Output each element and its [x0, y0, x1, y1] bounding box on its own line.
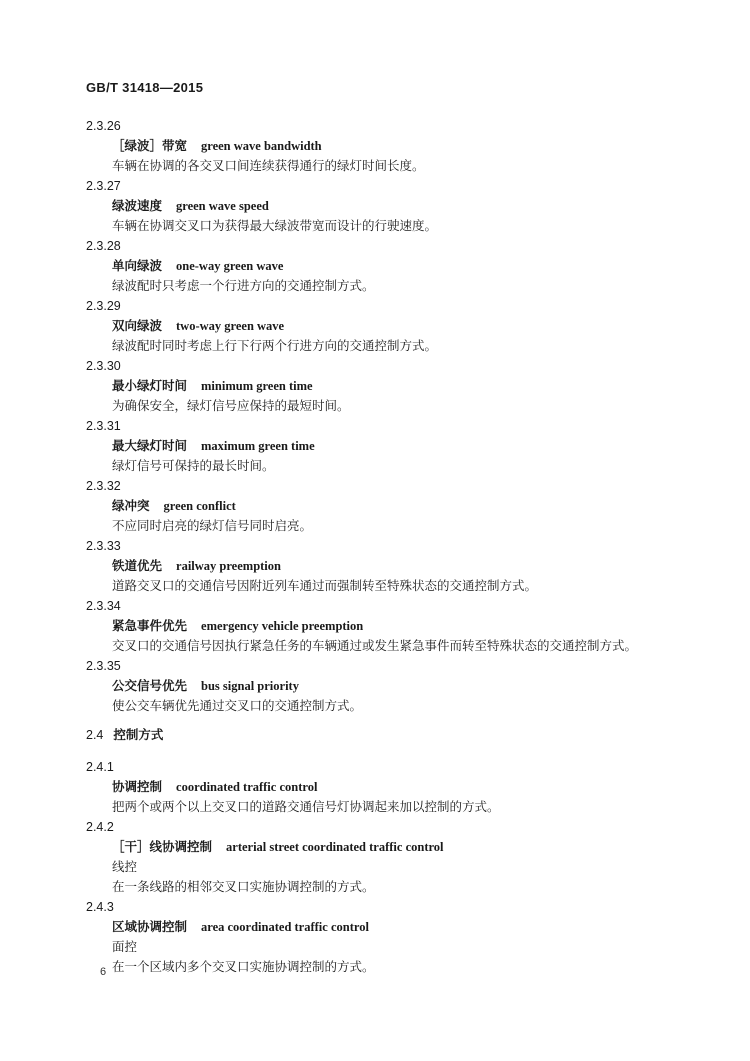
term-english: coordinated traffic control	[176, 780, 318, 794]
term-title-line	[86, 676, 686, 696]
term-definition: 车辆在协调的各交叉口间连续获得通行的绿灯时间长度。	[112, 158, 425, 173]
term-entry	[86, 897, 686, 977]
section-heading	[86, 725, 686, 745]
term-chinese: 公交信号优先	[112, 678, 188, 693]
term-entry	[86, 416, 686, 476]
term-entry	[86, 536, 686, 596]
term-english: railway preemption	[176, 559, 281, 573]
term-title-line	[86, 837, 686, 857]
term-entry	[86, 476, 686, 536]
term-chinese: 最小绿灯时间	[112, 378, 188, 393]
term-chinese: 单向绿波	[112, 258, 163, 273]
term-title-line	[86, 196, 686, 216]
term-english: maximum green time	[201, 439, 315, 453]
term-number: 2.3.34	[86, 599, 121, 613]
term-chinese: ［绿波］带宽	[112, 138, 188, 153]
term-title-line	[86, 616, 686, 636]
term-entry	[86, 236, 686, 296]
term-number: 2.3.30	[86, 359, 121, 373]
term-english: emergency vehicle preemption	[201, 619, 364, 633]
term-definition: 绿波配时只考虑一个行进方向的交通控制方式。	[112, 278, 375, 293]
term-list-2-3	[86, 116, 686, 716]
term-chinese: 紧急事件优先	[112, 618, 188, 633]
term-english: minimum green time	[201, 379, 313, 393]
term-english: one-way green wave	[176, 259, 284, 273]
term-title-line	[86, 256, 686, 276]
term-english: area coordinated traffic control	[201, 920, 369, 934]
term-definition: 使公交车辆优先通过交叉口的交通控制方式。	[112, 698, 363, 713]
term-number: 2.3.26	[86, 119, 121, 133]
term-definition: 在一个区域内多个交叉口实施协调控制的方式。	[112, 959, 375, 974]
term-title-line	[86, 496, 686, 516]
term-definition: 把两个或两个以上交叉口的道路交通信号灯协调起来加以控制的方式。	[112, 799, 500, 814]
term-english: bus signal priority	[201, 679, 299, 693]
term-number: 2.3.32	[86, 479, 121, 493]
term-entry	[86, 757, 686, 817]
term-list-2-4	[86, 757, 686, 977]
term-chinese: 最大绿灯时间	[112, 438, 188, 453]
term-definition: 道路交叉口的交通信号因附近列车通过而强制转至特殊状态的交通控制方式。	[112, 578, 538, 593]
term-synonym: 线控	[112, 859, 138, 874]
term-entry	[86, 656, 686, 716]
term-definition: 为确保安全，绿灯信号应保持的最短时间。	[112, 398, 350, 413]
term-entry	[86, 296, 686, 356]
term-number: 2.3.29	[86, 299, 121, 313]
document-body	[86, 116, 686, 977]
term-number: 2.3.31	[86, 419, 121, 433]
term-title-line	[86, 917, 686, 937]
term-definition: 在一条线路的相邻交叉口实施协调控制的方式。	[112, 879, 375, 894]
term-entry	[86, 817, 686, 897]
term-number: 2.4.2	[86, 820, 114, 834]
term-definition: 车辆在协调交叉口为获得最大绿波带宽而设计的行驶速度。	[112, 218, 438, 233]
term-chinese: 铁道优先	[112, 558, 163, 573]
section-number: 2.4	[86, 728, 104, 742]
term-definition: 不应同时启亮的绿灯信号同时启亮。	[112, 518, 313, 533]
term-english: green conflict	[163, 499, 236, 513]
section-title: 控制方式	[113, 727, 164, 742]
term-number: 2.4.3	[86, 900, 114, 914]
term-number: 2.3.27	[86, 179, 121, 193]
term-chinese: 区域协调控制	[112, 919, 188, 934]
standard-header: GB/T 31418—2015	[86, 80, 204, 95]
term-title-line	[86, 376, 686, 396]
term-entry	[86, 596, 686, 656]
term-title-line	[86, 136, 686, 156]
term-title-line	[86, 777, 686, 797]
term-english: arterial street coordinated traffic control	[226, 840, 444, 854]
term-number: 2.3.35	[86, 659, 121, 673]
term-english: two-way green wave	[176, 319, 285, 333]
page-number: 6	[100, 966, 107, 978]
term-title-line	[86, 316, 686, 336]
term-chinese: 绿冲突	[112, 498, 150, 513]
term-synonym: 面控	[112, 939, 138, 954]
term-entry	[86, 116, 686, 176]
term-definition: 绿灯信号可保持的最长时间。	[112, 458, 275, 473]
term-english: green wave speed	[176, 199, 269, 213]
term-chinese: 绿波速度	[112, 198, 163, 213]
term-entry	[86, 176, 686, 236]
term-number: 2.3.28	[86, 239, 121, 253]
term-english: green wave bandwidth	[201, 139, 322, 153]
term-chinese: ［干］线协调控制	[112, 839, 213, 854]
term-chinese: 双向绿波	[112, 318, 163, 333]
term-number: 2.4.1	[86, 760, 114, 774]
term-entry	[86, 356, 686, 416]
term-title-line	[86, 436, 686, 456]
term-number: 2.3.33	[86, 539, 121, 553]
term-chinese: 协调控制	[112, 779, 163, 794]
term-definition: 交叉口的交通信号因执行紧急任务的车辆通过或发生紧急事件而转至特殊状态的交通控制方式。	[112, 638, 638, 653]
term-title-line	[86, 556, 686, 576]
term-definition: 绿波配时同时考虑上行下行两个行进方向的交通控制方式。	[112, 338, 438, 353]
